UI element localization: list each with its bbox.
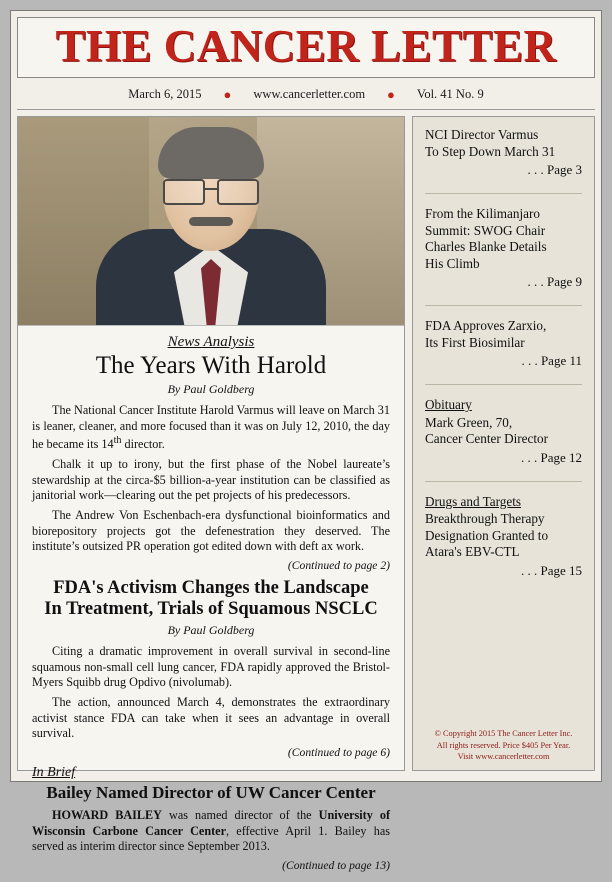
lead-continued[interactable]: (Continued to page 2): [287, 558, 390, 572]
bullet-separator-icon: ●: [387, 87, 395, 102]
lead-paragraph-3: The Andrew Von Eschenbach-era dysfunctional bioinformatics and biorepository projects got the defenestration they deserved. The institute’s outsized PR operation got edited down with deft ax work.: [32, 507, 390, 554]
content-columns: [17, 116, 595, 872]
issue-info-bar: [17, 78, 595, 109]
masthead: [17, 17, 595, 78]
toc-item-1-page: . . . Page 9: [527, 274, 582, 289]
photo-hair: [158, 127, 264, 179]
copyright-notice: [423, 728, 584, 762]
toc-item-2-page: . . . Page 11: [521, 353, 582, 368]
toc-item-3-line-0: Mark Green, 70,: [425, 414, 513, 430]
second-continued[interactable]: (Continued to page 6): [287, 745, 390, 759]
toc-item-4-page: . . . Page 15: [520, 562, 582, 578]
issue-date: March 6, 2015: [128, 87, 202, 101]
photo-glasses: [163, 179, 259, 201]
toc-item-2[interactable]: [425, 318, 582, 369]
third-continued[interactable]: (Continued to page 13): [282, 858, 390, 872]
website-url[interactable]: www.cancerletter.com: [253, 87, 366, 101]
toc-item-1-line-0: From the Kilimanjaro: [425, 206, 541, 221]
toc-item-1[interactable]: [425, 206, 582, 290]
article-body: [18, 326, 404, 882]
third-org-name: University of Wisconsin Carbone Cancer Center: [32, 807, 390, 838]
toc-item-4-heading: Drugs and Targets: [425, 493, 522, 509]
main-column: [17, 116, 405, 872]
third-text-1: was named director of the: [161, 807, 319, 822]
toc-item-0-line-0: NCI Director Varmus: [425, 127, 539, 142]
toc-item-3-line-1: Cancer Center Director: [425, 431, 549, 446]
toc-divider-0: [425, 193, 582, 194]
in-brief-kicker: In Brief: [32, 764, 76, 780]
bullet-separator-icon: ●: [223, 87, 232, 102]
volume-issue: Vol. 41 No. 9: [416, 87, 484, 101]
toc-item-2-line-1: Its First Biosimilar: [425, 334, 525, 350]
lead-kicker: News Analysis: [167, 334, 255, 350]
copyright-line-0: © Copyright 2015 The Cancer Letter Inc.: [434, 729, 573, 739]
lead-paragraph-2: Chalk it up to irony, but the first phase of the Nobel laureate’s stewardship at the circa-$5 billion-a-year institution can be classified as janitorial work—clearing out the pet projects of his predecessors.: [32, 457, 390, 503]
publication-title: THE CANCER LETTER: [55, 21, 557, 71]
toc-item-1-line-1: Summit: SWOG Chair: [425, 222, 546, 238]
lead-headline[interactable]: The Years With Harold: [95, 352, 327, 379]
toc-item-1-line-3: His Climb: [425, 255, 480, 271]
toc-divider-1: [425, 305, 582, 306]
toc-item-0[interactable]: [425, 127, 582, 178]
table-of-contents-sidebar: [412, 116, 595, 771]
lead-photo: [18, 117, 404, 326]
third-headline[interactable]: Bailey Named Director of UW Cancer Center: [46, 782, 376, 802]
photo-mustache: [189, 217, 233, 226]
toc-item-1-line-2: Charles Blanke Details: [425, 239, 547, 254]
copyright-line-1: All rights reserved. Price $405 Per Year.: [436, 740, 571, 750]
photo-lens-left: [163, 179, 205, 205]
toc-item-4-line-2: Atara's EBV-CTL: [425, 544, 520, 559]
toc-divider-2: [425, 384, 582, 385]
lead-byline: By Paul Goldberg: [167, 382, 255, 397]
second-paragraph-2: The action, announced March 4, demonstrates the extraordinary activist stance FDA can take when it sees an advantage in overall survival.: [32, 695, 390, 741]
third-text-2: , effective April 1. Bailey has served as interim director since September 2013.: [32, 823, 390, 854]
toc-item-0-line-1: To Step Down March 31: [425, 143, 556, 159]
toc-item-4-line-0: Breakthrough Therapy: [425, 511, 545, 526]
second-paragraph-1: Citing a dramatic improvement in overall survival in second-line squamous non-small cell lung cancer, FDA rapidly approved the Bristol-Myers Squibb drug Opdivo (nivolumab).: [32, 644, 390, 690]
toc-item-0-page: . . . Page 3: [527, 162, 582, 177]
second-headline-line1: FDA's Activism Changes the Landscape: [53, 577, 369, 598]
toc-item-4[interactable]: [425, 494, 582, 579]
toc-item-4-line-1: Designation Granted to: [425, 527, 549, 543]
toc-divider-3: [425, 481, 582, 482]
toc-item-2-line-0: FDA Approves Zarxio,: [425, 318, 547, 333]
second-headline[interactable]: [32, 578, 390, 619]
third-lead-caps: HOWARD BAILEY: [52, 807, 162, 822]
header-divider: [17, 109, 595, 110]
photo-lens-right: [217, 179, 259, 205]
second-headline-line2: In Treatment, Trials of Squamous NSCLC: [44, 598, 378, 619]
toc-item-3-heading: Obituary: [425, 397, 472, 412]
paper-sheet: [10, 10, 602, 872]
toc-item-3[interactable]: [425, 397, 582, 466]
third-paragraph: [32, 808, 390, 855]
second-byline: By Paul Goldberg: [167, 623, 255, 638]
lead-paragraph-1: The National Cancer Institute Harold Varmus will leave on March 31 is leaner, cleaner, and more focused than it was on July 12, 2010, the day he became its 14th director.: [32, 403, 390, 452]
copyright-line-2[interactable]: Visit www.cancerletter.com: [457, 751, 550, 761]
toc-item-3-page: . . . Page 12: [520, 449, 582, 465]
